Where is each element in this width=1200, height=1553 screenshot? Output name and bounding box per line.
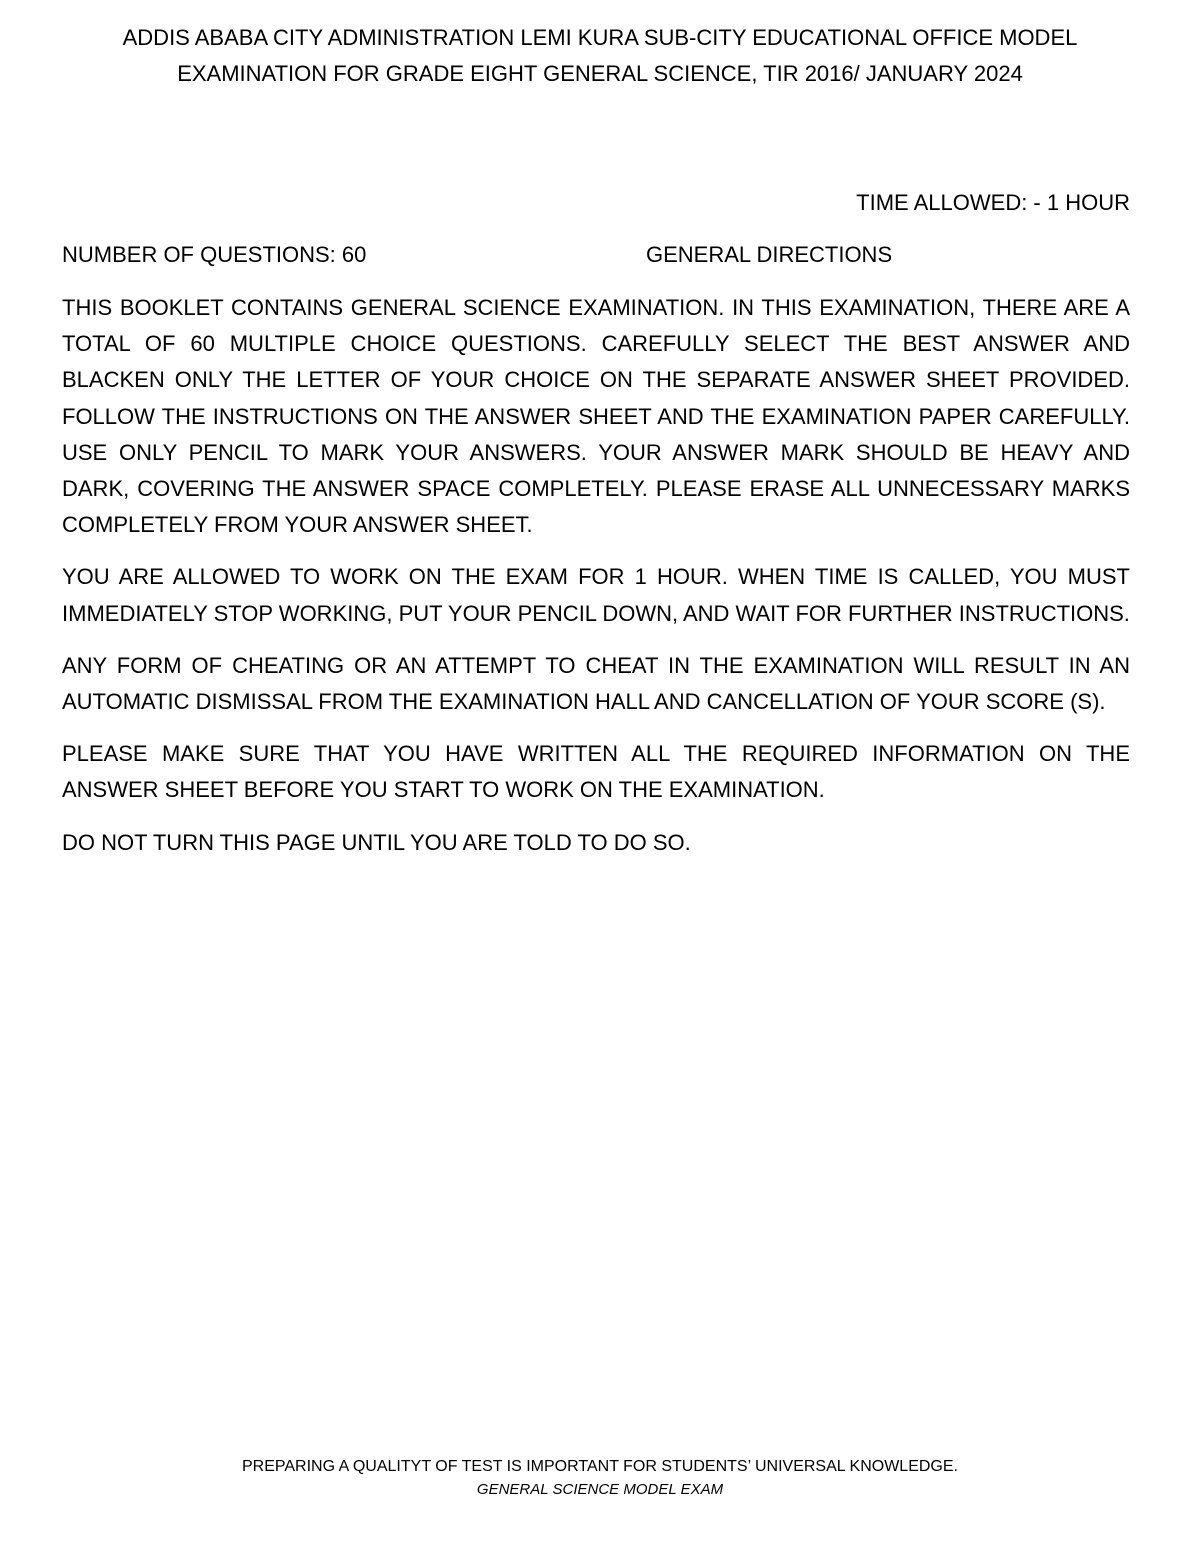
exam-header	[0, 20, 1200, 92]
time-allowed: TIME ALLOWED: - 1 HOUR	[856, 190, 1130, 215]
direction-paragraph: PLEASE MAKE SURE THAT YOU HAVE WRITTEN ALL THE REQUIRED INFORMATION ON THE ANSWER SHEET BEFORE YOU START TO WORK ON THE EXAMINATION.	[62, 741, 1130, 803]
direction-paragraph: ANY FORM OF CHEATING OR AN ATTEMPT TO CHEAT IN THE EXAMINATION WILL RESULT IN AN AUTOMATIC DISMISSAL FROM THE EXAMINATION HALL AND CANCELLATION OF YOUR SCORE (S).	[62, 652, 1130, 715]
header-line-1: ADDIS ABABA CITY ADMINISTRATION LEMI KURA SUB-CITY EDUCATIONAL OFFICE MODEL	[122, 25, 1078, 50]
footer-label: GENERAL SCIENCE MODEL EXAM	[476, 1481, 724, 1498]
number-of-questions: NUMBER OF QUESTIONS: 60	[62, 242, 367, 267]
footer-note: PREPARING A QUALITYT OF TEST IS IMPORTANT FOR STUDENTS’ UNIVERSAL KNOWLEDGE.	[242, 1458, 958, 1475]
direction-paragraph: DO NOT TURN THIS PAGE UNTIL YOU ARE TOLD TO DO SO.	[62, 829, 691, 855]
direction-paragraph: YOU ARE ALLOWED TO WORK ON THE EXAM FOR 1 HOUR. WHEN TIME IS CALLED, YOU MUST IMMEDIATELY STOP WORKING, PUT YOUR PENCIL DOWN, AND WAIT FOR FURTHER INSTRUCTIONS.	[62, 564, 1130, 626]
section-title: GENERAL DIRECTIONS	[646, 242, 893, 267]
header-line-2: EXAMINATION FOR GRADE EIGHT GENERAL SCIENCE, TIR 2016/ JANUARY 2024	[177, 61, 1023, 86]
direction-paragraph: THIS BOOKLET CONTAINS GENERAL SCIENCE EXAMINATION. IN THIS EXAMINATION, THERE ARE A TOTAL OF 60 MULTIPLE CHOICE QUESTIONS. CAREFULLY SELECT THE BEST ANSWER AND BLACKEN ONLY THE LETTER OF YOUR CHOICE ON THE SEPARATE ANSWER SHEET PROVIDED. FOLLOW THE INSTRUCTIONS ON THE ANSWER SHEET AND THE EXAMINATION PAPER CAREFULLY. USE ONLY PENCIL TO MARK YOUR ANSWERS. YOUR ANSWER MARK SHOULD BE HEAVY AND DARK, COVERING THE ANSWER SPACE COMPLETELY. PLEASE ERASE ALL UNNECESSARY MARKS COMPLETELY FROM YOUR ANSWER SHEET.	[62, 295, 1130, 538]
directions-body	[62, 290, 1130, 877]
